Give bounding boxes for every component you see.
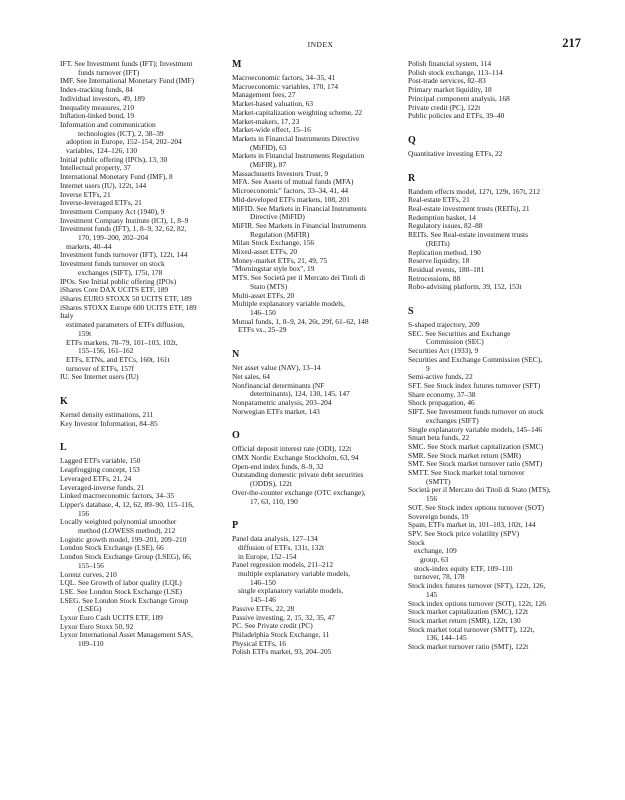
index-entry: Leapfrogging concept, 153	[60, 466, 140, 475]
index-subentry: single explanatory variable models,	[238, 587, 344, 596]
index-subentry: determinants), 124, 130, 145, 147	[250, 390, 350, 399]
index-subentry: 155–156	[78, 561, 104, 570]
index-entry: Stock index futures turnover (SFT), 122t, 126,	[408, 582, 546, 591]
index-entry: Key Investor Information, 84–85	[60, 419, 158, 428]
index-subentry: 146–150	[250, 578, 276, 587]
index-entry: LQL. See Growth of labor quality (LQL)	[60, 579, 182, 588]
section-gap	[408, 292, 581, 298]
index-entry: Lorenz curves, 210	[60, 570, 117, 579]
index-entry: Inflation-linked bond, 19	[60, 112, 135, 121]
index-entry: Lyxor Euro Cash UCITS ETF, 189	[60, 614, 163, 623]
index-subentry: estimated parameters of ETFs diffusion,	[66, 321, 185, 330]
index-entry: Over-the-counter exchange (OTC exchange),	[232, 488, 366, 497]
page-number: 217	[562, 36, 581, 50]
index-entry: Principal component analysis, 168	[408, 94, 510, 103]
index-entry: Investment funds turnover on stock	[60, 260, 165, 269]
index-subentry: exchanges (SIFT), 175t, 178	[78, 268, 163, 277]
index-subentry: 146–150	[250, 308, 276, 317]
index-entry: IMF. See International Monetary Fund (IMF)	[60, 77, 195, 86]
index-entry: Polish ETFs market, 93, 204–205	[232, 648, 332, 657]
index-entry: London Stock Exchange Group (LSEG), 66,	[60, 553, 192, 562]
index-entry: Random effects model, 127t, 129t, 167t, 212	[408, 187, 541, 196]
index-entry: Net asset value (NAV), 13–14	[232, 364, 321, 373]
index-entry: Internet users (IU), 122t, 144	[60, 181, 147, 190]
index-section-letter: N	[232, 349, 240, 361]
index-entry: SEC. See Securities and Exchange	[408, 329, 511, 338]
section-gap	[232, 335, 398, 341]
index-entry: Philadelphia Stock Exchange, 11	[232, 630, 330, 639]
index-entry: Nonfinancial determinants (NF	[232, 381, 325, 390]
index-entry: Società per il Mercato dei Titoli di Stato (MTS),	[408, 486, 551, 495]
index-subentry: ETFs markets, 78–79, 101–103, 102t,	[66, 338, 178, 347]
index-subentry: (MiFID), 63	[250, 143, 287, 152]
index-entry: IPOs. See Initial public offering (IPOs)	[60, 277, 177, 286]
index-entry: Kernel density estimations, 211	[60, 411, 154, 420]
index-column-middle	[232, 60, 398, 657]
index-entry: Single explanatory variable models, 145–146	[408, 425, 543, 434]
index-entry: Net sales, 64	[232, 372, 270, 381]
index-entry: Milan Stock Exchange, 156	[232, 239, 315, 248]
index-subentry: method (LOWESS method), 212	[78, 527, 176, 536]
index-subentry: Regulation (MiFIR)	[250, 230, 310, 239]
index-section-letter: P	[232, 520, 239, 532]
section-gap	[408, 159, 581, 165]
index-entry: Share economy, 37–38	[408, 390, 476, 399]
index-subentry: 155–156, 161–162	[78, 347, 134, 356]
index-entry: Market-wide effect, 15–16	[232, 126, 311, 135]
index-entry: Investment Company Act (1940), 9	[60, 207, 165, 216]
index-subentry: diffusion of ETFs, 131t, 132t	[238, 543, 325, 552]
section-gap	[60, 428, 226, 434]
index-entry: Norwegian ETFs market, 143	[232, 407, 320, 416]
index-subentry: (MiFIR), 87	[250, 161, 287, 170]
index-entry: Lyxor Euro Stoxx 50, 92	[60, 622, 134, 631]
index-entry: Primary market liquidity, 18	[408, 86, 492, 95]
index-entry: SPV. See Stock price volatility (SPV)	[408, 529, 520, 538]
index-entry: Redemption basket, 14	[408, 213, 476, 222]
index-entry: Smart beta funds, 22	[408, 434, 470, 443]
index-entry: Inverse-leveraged ETFs, 21	[60, 199, 142, 208]
index-entry: Mid-developed ETFs markets, 108, 201	[232, 195, 350, 204]
index-subentry: in Europe, 152–154	[238, 552, 297, 561]
index-subentry: markets, 40–44	[66, 242, 112, 251]
index-entry: Open-end index funds, 8–9, 32	[232, 462, 324, 471]
index-entry: SFT. See Stock index futures turnover (SFT)	[408, 381, 541, 390]
index-entry: Outstanding domestic private debt securities	[232, 471, 364, 480]
running-header	[60, 38, 581, 52]
index-subentry: 156	[426, 495, 438, 504]
index-subentry: 159t	[78, 329, 92, 338]
index-entry: Management fees, 27	[232, 91, 296, 100]
index-entry: International Monetary Fund (IMF), 8	[60, 173, 173, 182]
index-entry: Securities and Exchange Commission (SEC),	[408, 355, 543, 364]
index-entry: Multiple explanatory variable models,	[232, 300, 345, 309]
index-entry: Residual events, 180–181	[408, 265, 485, 274]
index-entry: Panel data analysis, 127–134	[232, 535, 318, 544]
index-entry: Initial public offering (IPOs), 13, 30	[60, 155, 168, 164]
index-section-letter: M	[232, 59, 242, 70]
index-subentry: (LSEG)	[78, 605, 102, 614]
index-subentry: ETFs vs., 25–29	[238, 326, 287, 335]
index-entry: MiFID. See Markets in Financial Instruments	[232, 204, 367, 213]
index-entry: Individual investors, 49, 189	[60, 94, 145, 103]
index-entry: Locally weighted polynomial smoother	[60, 518, 177, 527]
index-entry: Market-makers, 17, 23	[232, 117, 300, 126]
index-entry: Logistic growth model, 199–201, 209–210	[60, 535, 187, 544]
index-entry: Shock propagation, 46	[408, 399, 475, 408]
index-entry: Real-estate investment trusts (REITs), 21	[408, 205, 530, 214]
index-entry: Index-tracking funds, 84	[60, 86, 133, 95]
index-subentry: Commission (SEC)	[426, 338, 484, 347]
index-entry: Stock market capitalization (SMC), 122t	[408, 608, 529, 617]
index-entry: MTS. See Società per il Mercato dei Titoli di	[232, 274, 366, 283]
index-entry: Inequality measures, 210	[60, 103, 135, 112]
index-entry: Leveraged ETFs, 21, 24	[60, 474, 132, 483]
index-subentry: turnover of ETFs, 157f	[66, 364, 135, 373]
index-entry: IFT. See Investment funds (IFT); Investment	[60, 60, 193, 68]
index-subentry: Stato (MTS)	[250, 282, 288, 291]
index-entry: Leveraged-inverse funds, 21	[60, 483, 145, 492]
index-entry: PC. See Private credit (PC)	[232, 622, 313, 631]
index-entry: Regulatory issues, 82–88	[408, 222, 483, 231]
index-entry: Passive investing, 2, 15, 32, 35, 47	[232, 613, 335, 622]
index-column-right	[408, 60, 581, 652]
index-entry: iShares STOXX Europe 600 UCITS ETF, 189	[60, 303, 197, 312]
index-subentry: (SMTT)	[426, 477, 451, 486]
index-entry: Italy	[60, 312, 74, 321]
index-column-left	[60, 60, 226, 649]
index-entry: Sovereign bonds, 19	[408, 512, 469, 521]
index-entry: Market-capitalization weighting scheme, 22	[232, 108, 363, 117]
index-entry: Stock market return (SMR), 122t, 130	[408, 616, 521, 625]
index-entry: Quantitative investing ETFs, 22	[408, 149, 503, 158]
index-entry: Linked macroeconomic factors, 34–35	[60, 492, 175, 501]
index-entry: Real-estate ETFs, 21	[408, 196, 470, 205]
index-entry: Markets in Financial Instruments Directive	[232, 134, 360, 143]
index-entry: Stock market total turnover (SMTT), 122t,	[408, 625, 535, 634]
index-entry: Markets in Financial Instruments Regulation	[232, 152, 365, 161]
index-entry: S-shaped trajectory, 209	[408, 321, 480, 330]
index-entry: Lagged ETFs variable, 150	[60, 457, 141, 466]
index-entry: Information and communication	[60, 120, 156, 129]
index-entry: Inverse ETFs, 21	[60, 190, 111, 199]
index-entry: Investment funds (IFT), 1, 8–9, 32, 62, 82,	[60, 225, 187, 234]
index-subentry: group, 63	[420, 556, 449, 565]
index-entry: Polish stock exchange, 113–114	[408, 68, 503, 77]
index-entry: Lipper's database, 4, 12, 62, 89–90, 115–116,	[60, 500, 194, 509]
index-entry: Panel regression models, 211–212	[232, 561, 334, 570]
section-gap	[60, 382, 226, 388]
header-title: INDEX	[307, 40, 334, 49]
index-subentry: 156	[78, 509, 90, 518]
index-entry: Passive ETFs, 22, 28	[232, 604, 295, 613]
index-entry: Stock index options turnover (SOT), 122t, 126	[408, 599, 546, 608]
index-entry: Polish financial system, 114	[408, 60, 492, 68]
index-entry: Multi-asset ETFs, 20	[232, 291, 295, 300]
index-entry: Physical ETFs, 16	[232, 639, 286, 648]
index-subentry: multiple explanatory variable models,	[238, 570, 351, 579]
section-gap	[408, 121, 581, 127]
index-entry: MFA. See Assets of mutual funds (MFA)	[232, 178, 354, 187]
index-subentry: ETFs, ETNs, and ETCs, 160t, 161t	[66, 355, 170, 364]
index-entry: London Stock Exchange (LSE), 66	[60, 544, 164, 553]
index-subentry: 145	[426, 590, 438, 599]
index-subentry: (ODDS), 122t	[250, 480, 292, 489]
index-entry: Official deposit interest rate (ODI), 122t	[232, 445, 352, 454]
index-entry: LSEG. See London Stock Exchange Group	[60, 596, 189, 605]
index-entry: Investment Company Institute (ICI), 1, 8–9	[60, 216, 189, 225]
index-subentry: Directive (MiFID)	[250, 213, 305, 222]
index-entry: Securities Act (1933), 9	[408, 347, 479, 356]
index-section-letter: R	[408, 172, 416, 184]
index-entry: Money-market ETFs, 21, 49, 75	[232, 256, 328, 265]
index-entry: Reserve liquidity, 18	[408, 257, 470, 266]
index-entry: SMC. See Stock market capitalization (SMC)	[408, 442, 544, 451]
index-subentry: adoption in Europe, 152–154, 202–204	[66, 138, 182, 147]
index-entry: Lyxor International Asset Management SAS,	[60, 631, 193, 640]
index-subentry: 170, 199–200, 202–204	[78, 234, 149, 243]
index-entry: Intellectual property, 37	[60, 164, 131, 173]
index-entry: MiFIR. See Markets in Financial Instruments	[232, 221, 367, 230]
section-gap	[232, 416, 398, 422]
index-section-letter: O	[232, 430, 240, 442]
index-entry: "Morningstar style box", 19	[232, 265, 315, 274]
index-subentry: 109–110	[78, 640, 104, 649]
index-entry: SMR. See Stock market return (SMR)	[408, 451, 521, 460]
index-entry: OMX Nordic Exchange Stockholm, 63, 94	[232, 454, 359, 463]
index-section-letter: K	[60, 396, 68, 408]
index-subentry: 145–146	[250, 596, 276, 605]
index-subentry: technologies (ICT), 2, 38–39	[78, 129, 164, 138]
index-entry: Private credit (PC), 122t	[408, 103, 481, 112]
index-entry: Macroeconomic variables, 170, 174	[232, 82, 339, 91]
index-entry: Macroeconomic factors, 34–35, 41	[232, 74, 336, 82]
index-entry: Spain, ETFs market in, 101–103, 102t, 144	[408, 521, 536, 530]
index-entry: LSE. See London Stock Exchange (LSE)	[60, 587, 182, 596]
section-gap	[232, 506, 398, 512]
index-entry: Robo-advising platform, 39, 152, 153t	[408, 283, 522, 292]
index-entry: Public policies and ETFs, 39–40	[408, 112, 505, 121]
index-entry: Stock market turnover ratio (SMT), 122t	[408, 643, 529, 652]
index-subentry: variables, 124–126, 130	[66, 147, 138, 156]
index-subentry: funds turnover (IFT)	[78, 68, 140, 77]
index-entry: SMT. See Stock market turnover ratio (SMT)	[408, 460, 543, 469]
index-entry: Investment funds turnover (IFT), 122t, 144	[60, 251, 188, 260]
index-entry: Massachusetts Investors Trust, 9	[232, 169, 329, 178]
index-entry: Stock	[408, 538, 425, 547]
index-subentry: 17, 63, 110, 190	[250, 497, 298, 506]
index-entry: Semi-active funds, 22	[408, 373, 473, 382]
index-subentry: (REITs)	[426, 239, 450, 248]
index-subentry: exchanges (SIFT)	[426, 416, 479, 425]
index-entry: Post-trade services, 82–83	[408, 77, 486, 86]
index-entry: Mutual funds, 1, 8–9, 24, 26t, 29f, 61–62, 148	[232, 317, 369, 326]
index-entry: IU. See Internet users (IU)	[60, 373, 139, 382]
index-entry: iShares EURO STOXX 50 UCITS ETF, 189	[60, 294, 192, 303]
index-subentry: exchange, 109	[414, 547, 457, 556]
index-entry: Retrocessions, 88	[408, 274, 461, 283]
index-section-letter: L	[60, 442, 67, 454]
index-entry: SMTT. See Stock market total turnover	[408, 469, 525, 478]
index-subentry: stock-index equity ETF, 109–110	[414, 564, 513, 573]
index-entry: iShares Core DAX UCITS ETF, 189	[60, 286, 169, 295]
index-entry: Microeconomic" factors, 33–34, 41, 44	[232, 187, 349, 196]
index-entry: Mixed-asset ETFs, 20	[232, 248, 298, 257]
index-subentry: turnover, 78, 178	[414, 573, 465, 582]
index-entry: Market-based valuation, 63	[232, 100, 314, 109]
index-entry: SIFT. See Investment funds turnover on stock	[408, 408, 544, 417]
index-entry: SOT. See Stock index options turnover (SOT)	[408, 503, 544, 512]
index-section-letter: Q	[408, 134, 416, 146]
index-entry: Replication method, 190	[408, 248, 481, 257]
index-entry: REITs. See Real-estate investment trusts	[408, 231, 528, 240]
index-section-letter: S	[408, 306, 414, 318]
index-subentry: 136, 144–145	[426, 634, 467, 643]
index-entry: Nonparametric analysis, 203–204	[232, 398, 332, 407]
index-subentry: 9	[426, 364, 430, 373]
